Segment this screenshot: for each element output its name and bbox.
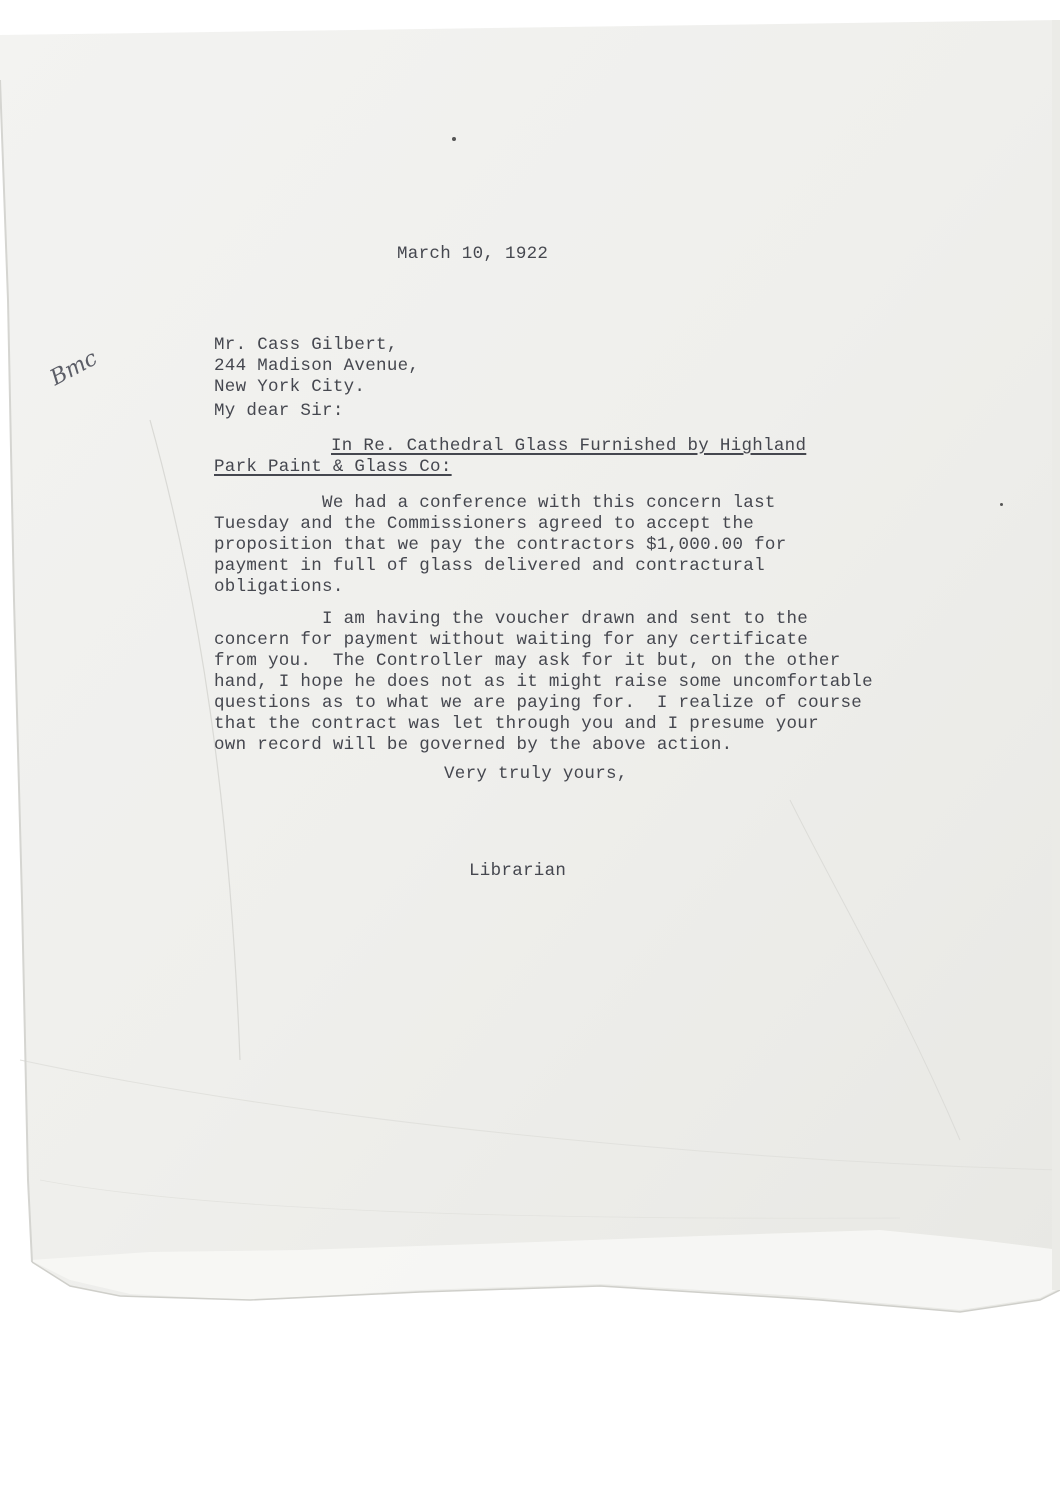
paragraph-1 xyxy=(214,493,787,598)
paragraph-line: hand, I hope he does not as it might raise some uncomfortable xyxy=(214,672,873,692)
signature-title: Librarian xyxy=(469,861,567,881)
salutation: My dear Sir: xyxy=(214,401,344,421)
paragraph-2 xyxy=(214,609,873,756)
paragraph-line: from you. The Controller may ask for it but, on the other xyxy=(214,651,841,671)
subject-line-2: Park Paint & Glass Co: xyxy=(214,457,452,477)
letter-date: March 10, 1922 xyxy=(397,244,549,264)
paragraph-line: Tuesday and the Commissioners agreed to accept the xyxy=(214,514,755,534)
paragraph-line: concern for payment without waiting for any certificate xyxy=(214,630,809,650)
closing: Very truly yours, xyxy=(444,764,628,784)
paragraph-line: payment in full of glass delivered and contractural xyxy=(214,556,765,576)
paragraph-line: I am having the voucher drawn and sent to the xyxy=(214,609,809,629)
paragraph-line: questions as to what we are paying for. I realize of course xyxy=(214,693,863,713)
paragraph-line: proposition that we pay the contractors $1,000.00 for xyxy=(214,535,787,555)
initials-text: Bmc xyxy=(46,345,102,391)
paragraph-line: We had a conference with this concern last xyxy=(214,493,776,513)
recipient-address xyxy=(214,335,419,398)
recipient-street: 244 Madison Avenue, xyxy=(214,356,420,376)
recipient-name: Mr. Cass Gilbert, xyxy=(214,335,398,355)
ink-dot xyxy=(1000,503,1003,506)
ink-dot xyxy=(452,137,456,141)
recipient-city: New York City. xyxy=(214,377,366,397)
paragraph-line: that the contract was let through you and I presume your xyxy=(214,714,819,734)
handwritten-initials xyxy=(46,345,148,416)
subject-line-1: In Re. Cathedral Glass Furnished by Highland xyxy=(331,436,807,456)
subject-line xyxy=(214,436,806,478)
paragraph-line: own record will be governed by the above action. xyxy=(214,735,733,755)
paragraph-line: obligations. xyxy=(214,577,344,597)
